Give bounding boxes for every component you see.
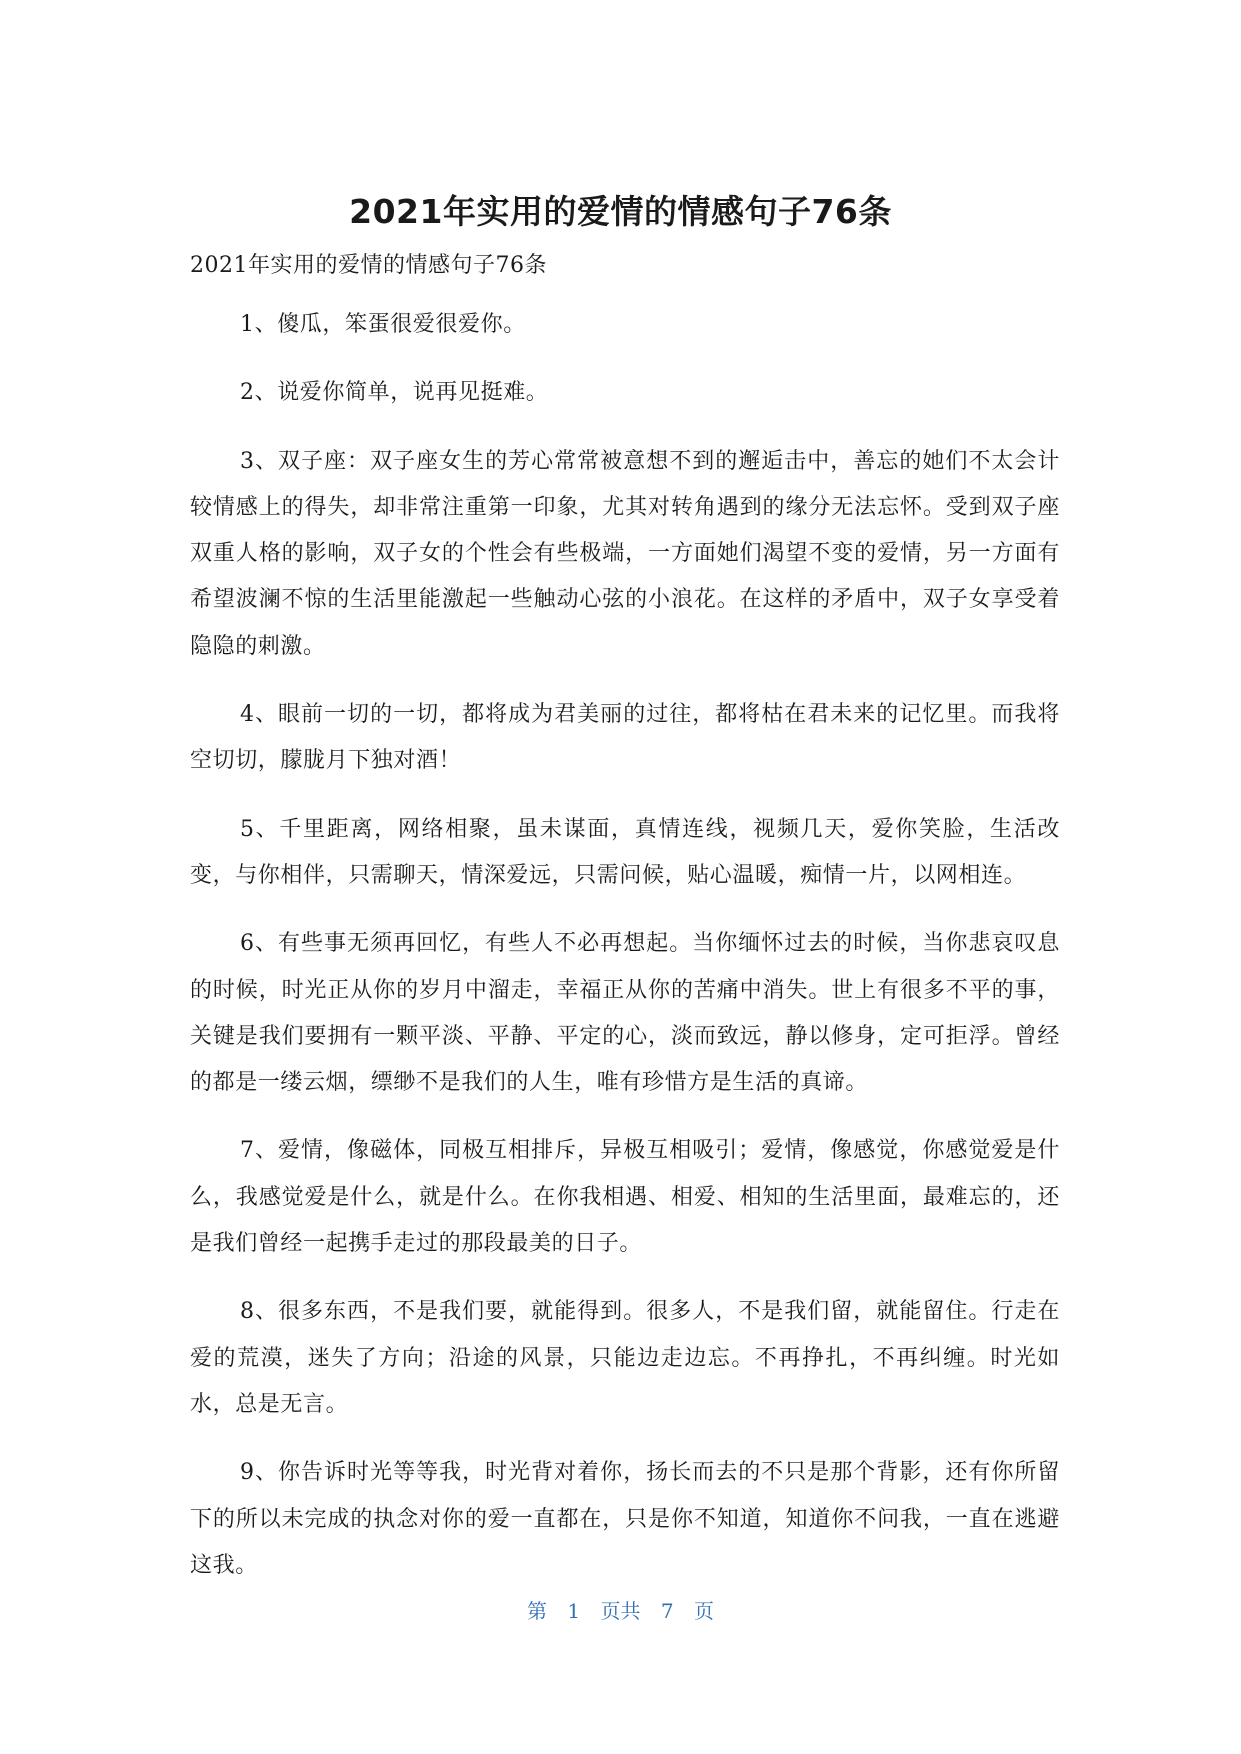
paragraph: 4、眼前一切的一切，都将成为君美丽的过往，都将枯在君未来的记忆里。而我将空切切，朦胧月下独对酒！ [190,702,1060,774]
paragraph: 2、说爱你简单，说再见挺难。 [240,380,549,406]
footer-current-page: 1 [567,1599,581,1623]
page-footer [0,1598,1241,1624]
document-title: 2021年实用的爱情的情感句子76条 [349,192,892,231]
paragraph: 7、爱情，像磁体，同极互相排斥，异极互相吸引；爱情，像感觉，你感觉爱是什么，我感觉爱是什么，就是什么。在你我相遇、相爱、相知的生活里面，最难忘的，还是我们曾经一起携手走过的那段最美的日子。 [190,1138,1060,1257]
paragraph: 5、千里距离，网络相聚，虽未谋面，真情连线，视频几天，爱你笑脸，生活改变，与你相伴，只需聊天，情深爱远，只需问候，贴心温暖，痴情一片，以网相连。 [190,816,1060,888]
paragraph: 1、傻瓜，笨蛋很爱很爱你。 [240,312,526,337]
paragraph: 8、很多东西，不是我们要，就能得到。很多人，不是我们留，就能留住。行走在爱的荒漠，迷失了方向；沿途的风景，只能边走边忘。不再挣扎，不再纠缠。时光如水，总是无言。 [190,1299,1060,1417]
paragraph: 6、有些事无须再回忆，有些人不必再想起。当你缅怀过去的时候，当你悲哀叹息的时候，时光正从你的岁月中溜走，幸福正从你的苦痛中消失。世上有很多不平的事，关键是我们要拥有一颗平淡、平静、平定的心，淡而致远，静以修身，定可拒浮。曾经的都是一缕云烟，缥缈不是我们的人生，唯有珍惜方是生活的真谛。 [190,931,1060,1096]
document-subtitle: 2021年实用的爱情的情感句子76条 [190,253,547,278]
footer-middle: 页共 [600,1599,641,1623]
paragraph: 9、你告诉时光等等我，时光背对着你，扬长而去的不只是那个背影，还有你所留下的所以未完成的执念对你的爱一直都在，只是你不知道，知道你不问我，一直在逃避这我。 [190,1460,1060,1578]
document-body [190,250,1060,1589]
footer-total-pages: 7 [660,1599,674,1623]
footer-suffix: 页 [693,1599,714,1623]
paragraph: 3、双子座：双子座女生的芳心常常被意想不到的邂逅击中，善忘的她们不太会计较情感上的得失，却非常注重第一印象，尤其对转角遇到的缘分无法忘怀。受到双子座双重人格的影响，双子女的个性会有些极端，一方面她们渴望不变的爱情，另一方面有希望波澜不惊的生活里能激起一些触动心弦的小浪花。在这样的矛盾中，双子女享受着隐隐的刺激。 [190,448,1060,659]
footer-prefix: 第 [527,1599,548,1623]
